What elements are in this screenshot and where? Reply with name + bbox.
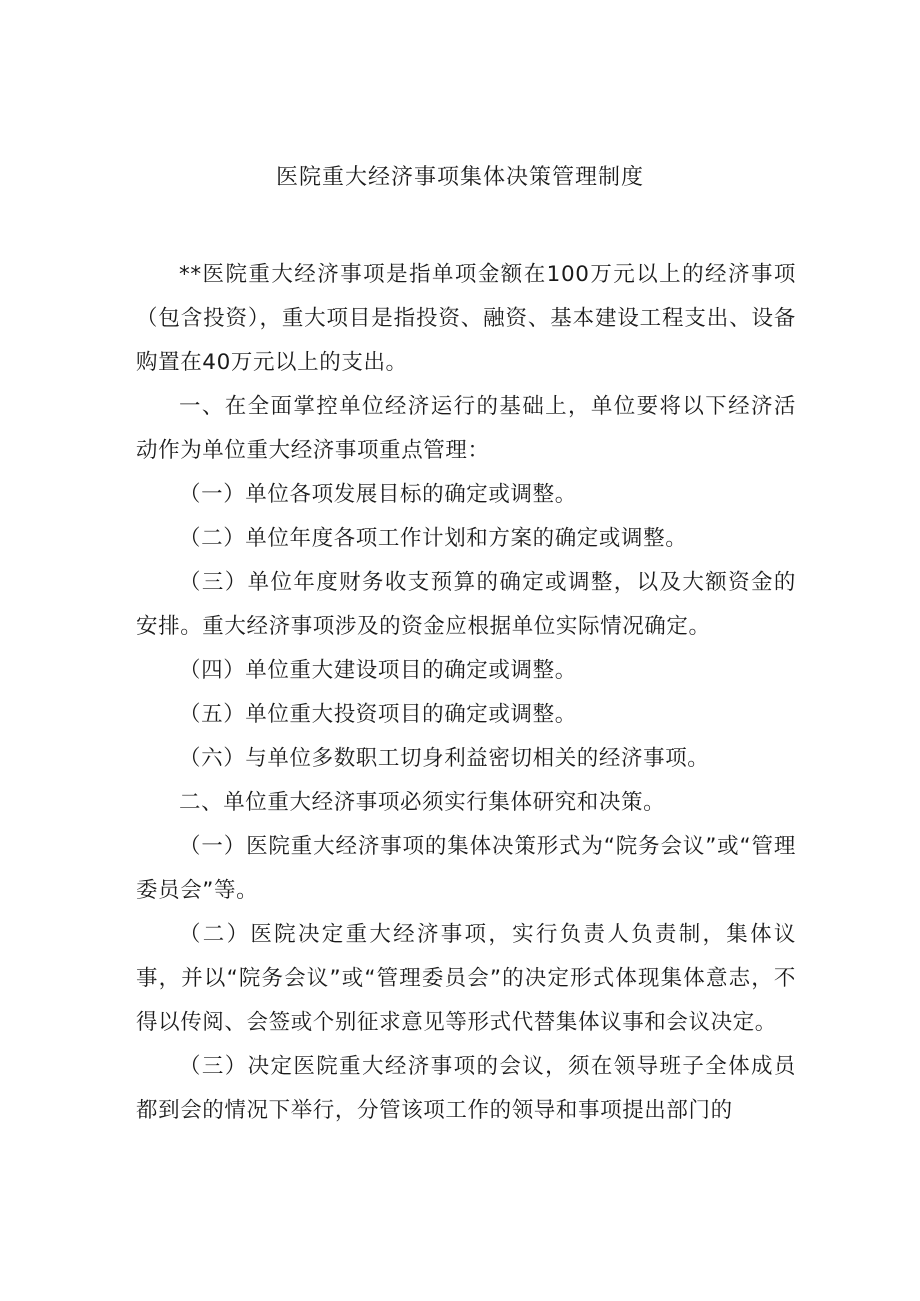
paragraph-item-1-6: （六）与单位多数职工切身利益密切相关的经济事项。 (179, 746, 710, 771)
paragraph-item-2-1: （一）医院重大经济事项的集体决策形式为“院务会议”或“管理委员会”等。 (136, 834, 796, 903)
paragraph-item-1-3: （三）单位年度财务收支预算的确定或调整，以及大额资金的安排。重大经济事项涉及的资金应根据单位实际情况确定。 (136, 570, 796, 639)
paragraph-definition: **医院重大经济事项是指单项金额在100万元以上的经济事项（包含投资），重大项目是指投资、融资、基本建设工程支出、设备购置在40万元以上的支出。 (136, 262, 796, 375)
document-title: 医院重大经济事项集体决策管理制度 (275, 165, 644, 190)
paragraph-item-1-1: （一）单位各项发展目标的确定或调整。 (179, 482, 577, 507)
paragraph-item-1-5: （五）单位重大投资项目的确定或调整。 (179, 702, 577, 727)
paragraph-item-1-2: （二）单位年度各项工作计划和方案的确定或调整。 (179, 526, 688, 551)
paragraph-item-2-2: （二）医院决定重大经济事项，实行负责人负责制，集体议事，并以“院务会议”或“管理委员会”的决定形式体现集体意志，不得以传阅、会签或个别征求意见等形式代替集体议事和会议决定。 (136, 922, 796, 1035)
paragraph-item-2-3: （三）决定医院重大经济事项的会议，须在领导班子全体成员都到会的情况下举行，分管该项工作的领导和事项提出部门的 (136, 1054, 796, 1123)
document-body (136, 253, 796, 1133)
paragraph-section-2: 二、单位重大经济事项必须实行集体研究和决策。 (179, 790, 666, 815)
paragraph-section-1: 一、在全面掌控单位经济运行的基础上，单位要将以下经济活动作为单位重大经济事项重点管理： (136, 394, 796, 463)
paragraph-item-1-4: （四）单位重大建设项目的确定或调整。 (179, 658, 577, 683)
